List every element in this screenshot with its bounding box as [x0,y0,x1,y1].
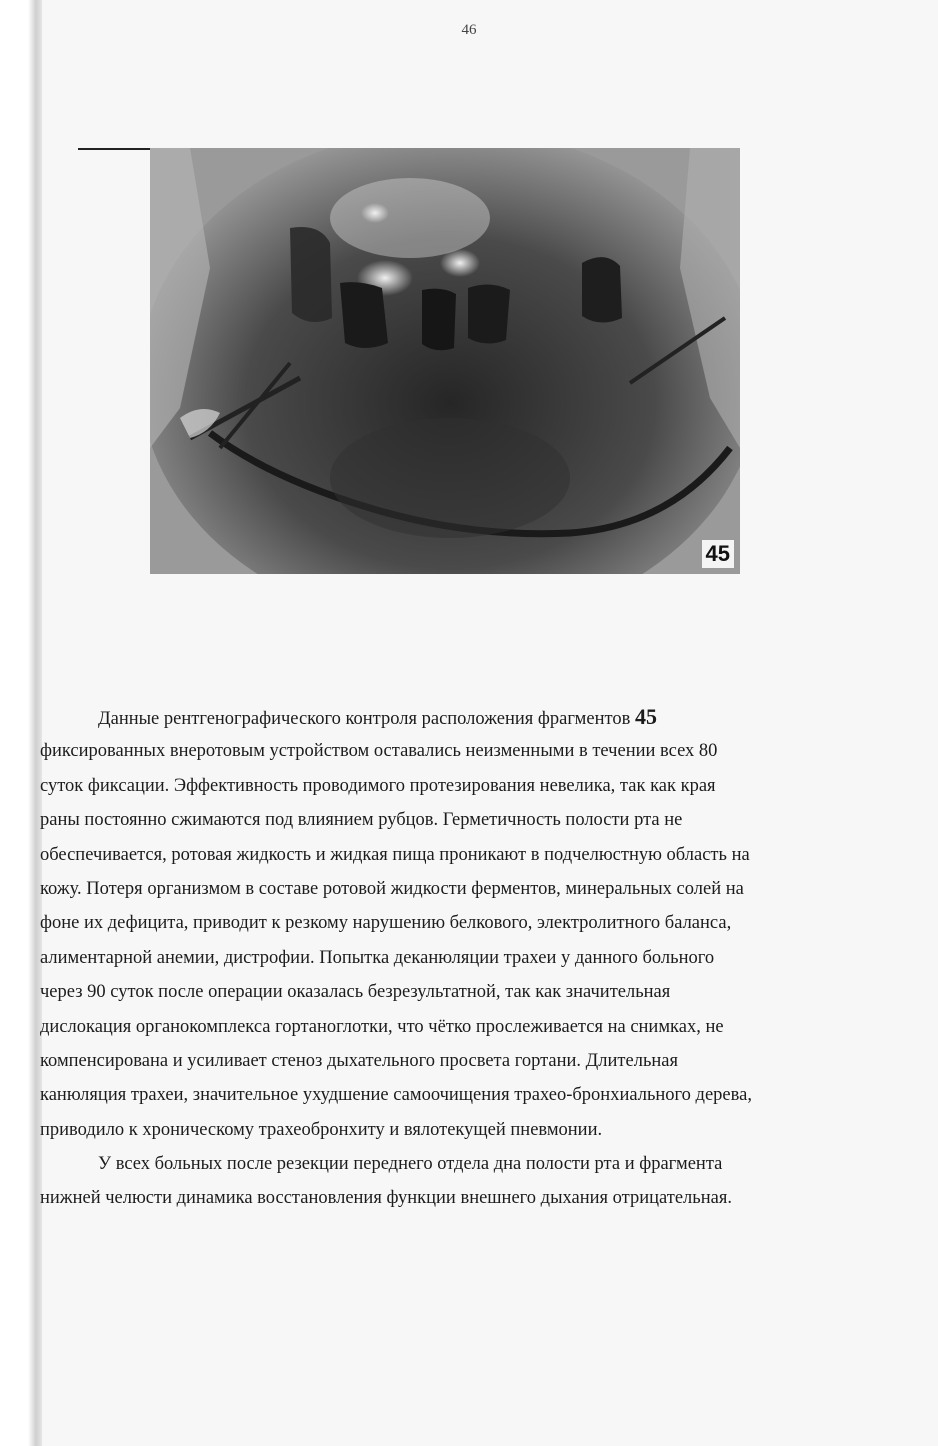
text-line: алиментарной анемии, дистрофии. Попытка деканюляции трахеи у данного больного [40,947,715,968]
text-line: раны постоянно сжимаются под влиянием рубцов. Герметичность полости рта не [40,810,683,831]
text-line: суток фиксации. Эффективность проводимого протезирования невелика, так как края [40,775,716,796]
paragraph-1-line-1 [40,700,902,734]
text-line: компенсирована и усиливает стеноз дыхательного просвета гортани. Длительная [40,1050,678,1071]
text-line: приводило к хроническому трахеобронхиту и вялотекущей пневмонии. [40,1119,603,1140]
paragraph-2-line-1: У всех больных после резекции переднего отдела дна полости рта и фрагмента [98,1154,723,1175]
page-number: 46 [461,22,477,38]
text-line: фиксированных внеротовым устройством оставались неизменными в течении всех 80 [40,741,718,762]
text-line: фоне их дефицита, приводит к резкому нарушению белкового, электролитного баланса, [40,913,732,934]
paragraph-1-line-1-text: Данные рентгенографического контроля расположения фрагментов [98,709,635,729]
xray-image [150,148,740,574]
top-rule [78,148,154,150]
xray-figure [150,148,740,574]
figure-reference: 45 [634,704,657,729]
text-line: кожу. Потеря организмом в составе ротовой жидкости ферментов, минеральных солей на [40,878,744,899]
text-line: канюляция трахеи, значительное ухудшение самоочищения трахео-бронхиального дерева, [40,1085,752,1106]
body-text [40,700,902,1216]
text-line: обеспечивается, ротовая жидкость и жидкая пища проникают в подчелюстную область на [40,844,750,865]
text-line: через 90 суток после операции оказалась безрезультатной, так как значительная [40,982,671,1003]
text-line: дислокация органокомплекса гортаноглотки, что чётко прослеживается на снимках, не [40,1016,724,1037]
figure-label: 45 [702,540,734,568]
text-line: нижней челюсти динамика восстановления функции внешнего дыхания отрицательная. [40,1188,732,1209]
scan-left-shadow [0,0,42,1446]
